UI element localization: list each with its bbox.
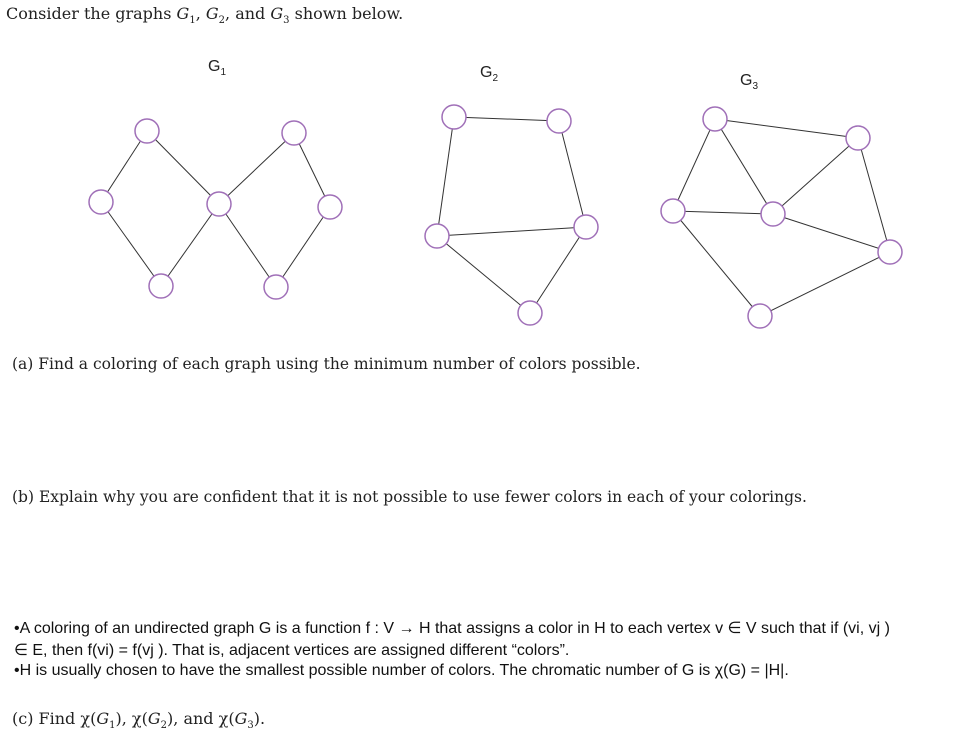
graph-label-g3: $G_3$ xyxy=(740,72,759,93)
definition-line-1: •A coloring of an undirected graph G is a function f : V → H that assigns a color in H to each vertex v ∈ V such that if (vi, vj ) xyxy=(14,620,890,637)
edge xyxy=(559,121,586,227)
edge xyxy=(437,227,586,236)
vertex xyxy=(574,215,598,239)
graphs-figure xyxy=(0,0,974,360)
definition-line-2: ∈ E, then f(vi) = f(vj ). That is, adjacent vertices are assigned different “colors”. xyxy=(14,642,570,659)
edge xyxy=(437,236,530,313)
vertex xyxy=(846,126,870,150)
edge xyxy=(715,119,858,138)
question-a: (a) Find a coloring of each graph using the minimum number of colors possible. xyxy=(12,355,641,373)
intro-g2-sub: 2 xyxy=(218,15,226,27)
question-c-prefix: (c) Find xyxy=(12,709,76,728)
intro-g3-sub: 3 xyxy=(283,15,290,27)
intro-sep1: , xyxy=(195,4,201,23)
vertex xyxy=(282,121,306,145)
vertex xyxy=(149,274,173,298)
intro-g2: G xyxy=(205,4,219,23)
graph-g2 xyxy=(425,105,598,325)
vertex xyxy=(135,119,159,143)
vertex xyxy=(878,240,902,264)
edge xyxy=(454,117,559,121)
vertex xyxy=(748,304,772,328)
edge xyxy=(437,117,454,236)
intro-g3: G xyxy=(270,4,284,23)
graph-g3 xyxy=(661,107,902,328)
intro-lead: Consider the graphs xyxy=(6,4,172,23)
edge xyxy=(858,138,890,252)
vertex xyxy=(761,202,785,226)
vertex xyxy=(547,109,571,133)
intro-g1: G xyxy=(176,4,190,23)
vertex xyxy=(661,199,685,223)
edge xyxy=(276,207,330,287)
intro-sep2: , and xyxy=(225,4,266,23)
graph-g1 xyxy=(89,119,342,299)
edge xyxy=(760,252,890,316)
vertex xyxy=(703,107,727,131)
question-c: (c) Find $\chi(G_1)$, $\chi(G_2)$, and $\chi(G_3)$. xyxy=(12,709,266,732)
edge xyxy=(673,119,715,211)
edge xyxy=(715,119,773,214)
vertex xyxy=(442,105,466,129)
edge xyxy=(673,211,773,214)
edge xyxy=(530,227,586,313)
edge xyxy=(773,138,858,214)
vertex xyxy=(425,224,449,248)
intro-g1-sub: 1 xyxy=(189,15,196,27)
vertex xyxy=(89,190,113,214)
graph-label-g1: $G_1$ xyxy=(208,58,227,79)
vertex xyxy=(207,192,231,216)
definition-line-3: •H is usually chosen to have the smallest possible number of colors. The chromatic number of G is χ(G) = |H|. xyxy=(14,662,789,679)
vertex xyxy=(264,275,288,299)
edge xyxy=(673,211,760,316)
vertex xyxy=(318,195,342,219)
edge xyxy=(101,202,161,286)
edge xyxy=(147,131,219,204)
intro-tail: shown below. xyxy=(294,4,404,23)
question-b: (b) Explain why you are confident that it is not possible to use fewer colors in each of your colorings. xyxy=(12,488,807,506)
graph-label-g2: $G_2$ xyxy=(480,64,499,85)
edge xyxy=(161,204,219,286)
edge xyxy=(773,214,890,252)
edge xyxy=(219,133,294,204)
vertex xyxy=(518,301,542,325)
edge xyxy=(219,204,276,287)
